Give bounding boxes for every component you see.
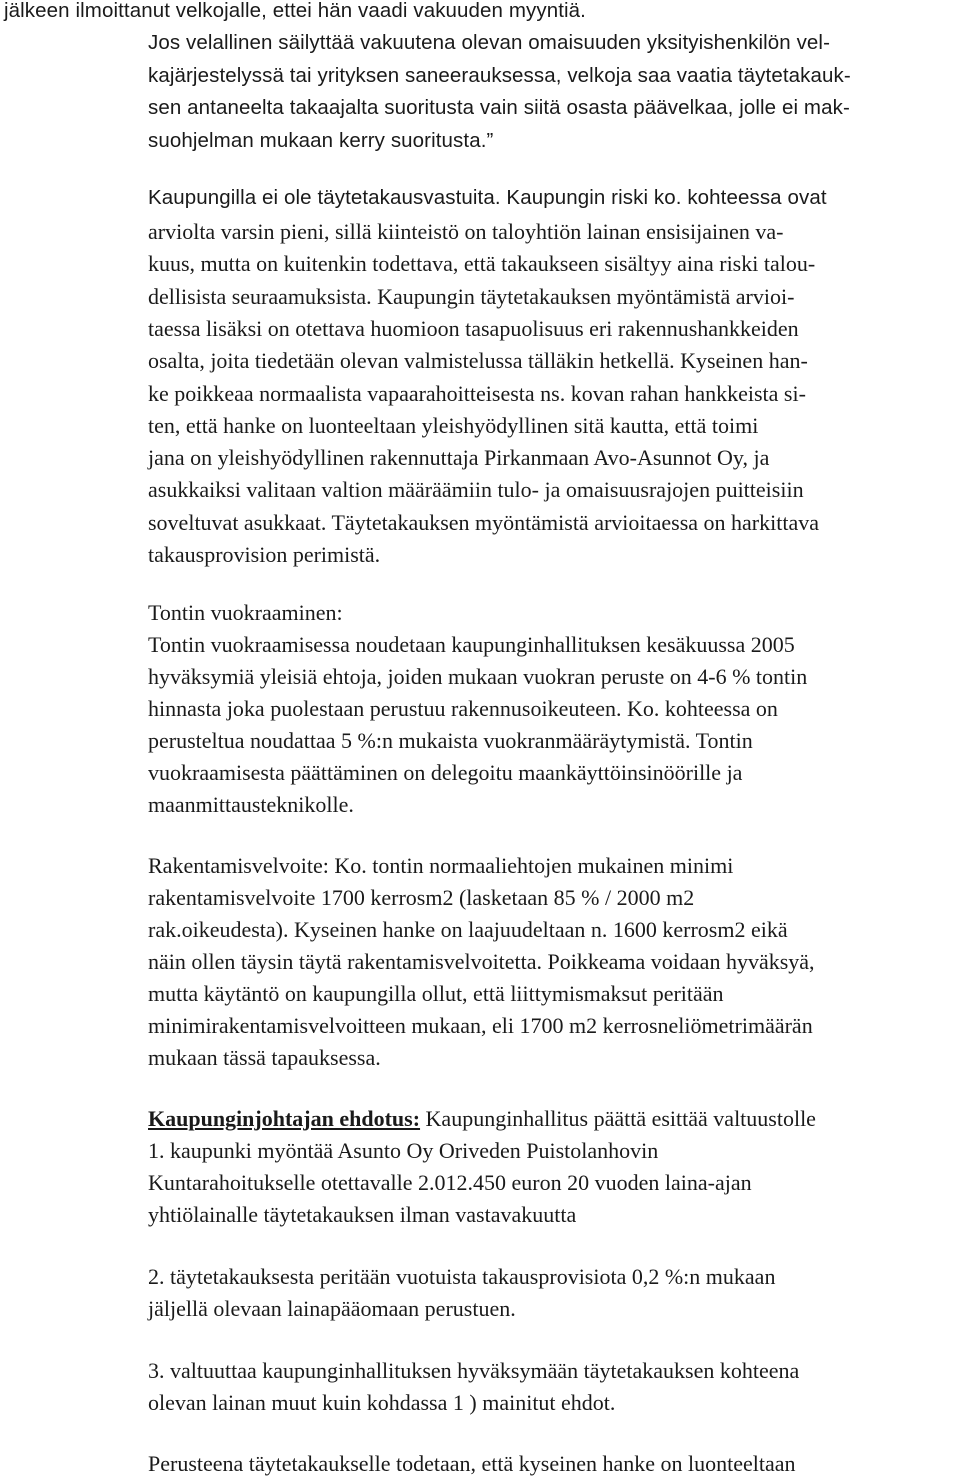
text-line: mutta käytäntö on kaupungilla ollut, että liittymismaksut peritään (148, 981, 724, 1006)
text-line: Kaupungilla ei ole täytetakausvastuita. Kaupungin riski ko. kohteessa ovat (148, 186, 827, 209)
proposal-item-1-line: 1. kaupunki myöntää Asunto Oy Oriveden Puistolanhovin (148, 1138, 659, 1163)
text-line: mukaan tässä tapauksessa. (148, 1045, 381, 1070)
text-line: kuus, mutta on kuitenkin todettava, että takaukseen sisältyy aina riski talou- (148, 251, 816, 276)
text-line: arviolta varsin pieni, sillä kiinteistö on taloyhtiön lainan ensisijainen va- (148, 219, 784, 244)
proposal-item-3-line: olevan lainan muut kuin kohdassa 1 ) mainitut ehdot. (148, 1390, 616, 1415)
text-line: minimirakentamisvelvoitteen mukaan, eli 1700 m2 kerrosneliömetrimäärän (148, 1013, 813, 1038)
text-line: dellisista seuraamuksista. Kaupungin täytetakauksen myöntämistä arvioi- (148, 284, 795, 309)
text-line: kajärjestelyssä tai yrityksen saneerauksessa, velkoja saa vaatia täytetakauk- (148, 64, 851, 87)
text-line: jälkeen ilmoittanut velkojalle, ettei hän vaadi vakuuden myyntiä. (4, 0, 586, 22)
text-line: jana on yleishyödyllinen rakennuttaja Pirkanmaan Avo-Asunnot Oy, ja (148, 445, 770, 470)
closing-line: Perusteena täytetakaukselle todetaan, että kyseinen hanke on luonteeltaan (148, 1451, 796, 1476)
text-line: rakentamisvelvoite 1700 kerrosm2 (lasketaan 85 % / 2000 m2 (148, 885, 695, 910)
text-line: rak.oikeudesta). Kyseinen hanke on laajuudeltaan n. 1600 kerrosm2 eikä (148, 917, 788, 942)
text-line: hinnasta joka puolestaan perustuu rakennusoikeuteen. Ko. kohteessa on (148, 696, 778, 721)
text-line: perusteltua noudattaa 5 %:n mukaista vuokranmääräytymistä. Tontin (148, 728, 753, 753)
proposal-item-2-line: 2. täytetakauksesta peritään vuotuista takausprovisiota 0,2 %:n mukaan (148, 1264, 776, 1289)
text-line: Rakentamisvelvoite: Ko. tontin normaaliehtojen mukainen minimi (148, 853, 734, 878)
text-line: taessa lisäksi on otettava huomioon tasapuolisuus eri rakennushankkeiden (148, 316, 799, 341)
text-line: osalta, joita tiedetään olevan valmistelussa tälläkin hetkellä. Kyseinen han- (148, 348, 808, 373)
text-line: asukkaiksi valitaan valtion määräämiin tulo- ja omaisuusrajojen puitteisiin (148, 477, 804, 502)
proposal-item-2-line: jäljellä olevaan lainapääomaan perustuen. (148, 1296, 516, 1321)
text-line: suohjelman mukaan kerry suoritusta.” (148, 129, 494, 152)
text-line: Jos velallinen säilyttää vakuutena olevan omaisuuden yksityishenkilön vel- (148, 31, 830, 54)
text-line: Tontin vuokraamisessa noudetaan kaupunginhallituksen kesäkuussa 2005 (148, 632, 795, 657)
proposal-heading-rest: Kaupunginhallitus päättä esittää valtuustolle (420, 1106, 816, 1131)
text-line: sen antaneelta takaajalta suoritusta vain siitä osasta päävelkaa, jolle ei mak- (148, 96, 850, 119)
text-line: takausprovision perimistä. (148, 542, 381, 567)
section-heading: Tontin vuokraaminen: (148, 600, 343, 625)
text-line: näin ollen täysin täytä rakentamisvelvoitetta. Poikkeama voidaan hyväksyä, (148, 949, 815, 974)
proposal-item-1-line: yhtiölainalle täytetakauksen ilman vastavakuutta (148, 1202, 577, 1227)
proposal-first-line (148, 1108, 816, 1130)
proposal-item-1-line: Kuntarahoitukselle otettavalle 2.012.450 euron 20 vuoden laina-ajan (148, 1170, 752, 1195)
text-line: ten, että hanke on luonteeltaan yleishyödyllinen sitä kautta, että toimi (148, 413, 759, 438)
text-line: soveltuvat asukkaat. Täytetakauksen myöntämistä arvioitaessa on harkittava (148, 510, 819, 535)
text-line: vuokraamisesta päättäminen on delegoitu maankäyttöinsinöörille ja (148, 760, 743, 785)
text-line: hyväksymiä yleisiä ehtoja, joiden mukaan vuokran peruste on 4-6 % tontin (148, 664, 808, 689)
text-line: ke poikkeaa normaalista vapaarahoitteisesta ns. kovan rahan hankkeista si- (148, 381, 806, 406)
proposal-item-3-line: 3. valtuuttaa kaupunginhallituksen hyväksymään täytetakauksen kohteena (148, 1358, 800, 1383)
text-line: maanmittausteknikolle. (148, 792, 354, 817)
proposal-heading: Kaupunginjohtajan ehdotus: (148, 1106, 421, 1131)
